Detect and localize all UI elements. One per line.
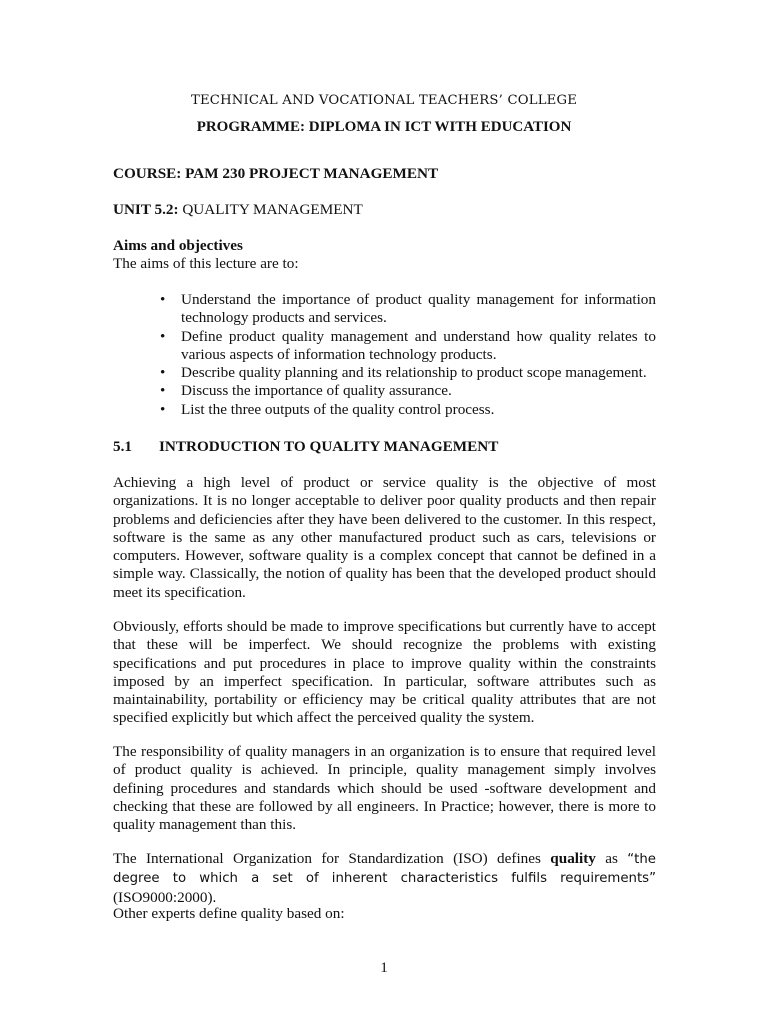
college-title: TECHNICAL AND VOCATIONAL TEACHERS’ COLLEGE — [190, 93, 578, 108]
unit-label: UNIT 5.2: — [113, 201, 179, 218]
iso-prefix: The International Organization for Standardization (ISO) defines — [113, 850, 551, 867]
aims-list-item — [160, 364, 656, 382]
aims-item-text: List the three outputs of the quality control process. — [181, 400, 495, 418]
aims-item-text: Discuss the importance of quality assurance. — [181, 382, 452, 400]
aims-item-text: Define product quality management and understand how quality relates to various aspects of information technology products. — [181, 327, 656, 363]
section-heading — [113, 438, 656, 456]
aims-list-item — [160, 382, 656, 400]
aims-item-text: Understand the importance of product quality management for information technology products and services. — [181, 291, 656, 327]
programme-title: PROGRAMME: DIPLOMA IN ICT WITH EDUCATION — [196, 119, 572, 135]
closing-line: Other experts define quality based on: — [113, 905, 345, 922]
aims-item-text: Describe quality planning and its relationship to product scope management. — [181, 364, 647, 382]
iso-between: as — [595, 850, 628, 867]
aims-list-item — [160, 328, 656, 365]
unit-title: QUALITY MANAGEMENT — [182, 201, 363, 218]
aims-list-item — [160, 401, 656, 419]
bullet-icon: • — [160, 382, 166, 400]
bullet-icon: • — [160, 400, 166, 418]
section-number: 5.1 — [113, 438, 132, 455]
course-heading: COURSE: PAM 230 PROJECT MANAGEMENT — [113, 165, 439, 182]
paragraph-2: Obviously, efforts should be made to improve specifications but currently have to accept that these will be imperfect. We should recognize the problems with existing specifications and put procedures in place to improve quality within the constraints imposed by an imperfect specification. In particular, software attributes such as maintainability, portability or efficiency may be critical quality attributes that are not specified explicitly but which affect the perceived quality the system. — [113, 618, 656, 727]
iso-term: quality — [550, 850, 596, 867]
aims-list — [160, 291, 656, 419]
iso-suffix: (ISO9000:2000). — [113, 888, 217, 906]
bullet-icon: • — [160, 364, 166, 382]
page-number: 1 — [380, 959, 388, 976]
iso-definition-paragraph — [113, 850, 656, 907]
section-title: INTRODUCTION TO QUALITY MANAGEMENT — [159, 438, 499, 455]
iso-quote: “the degree to which a set of inherent characteristics fulfils requirements” — [113, 852, 656, 887]
aims-intro: The aims of this lecture are to: — [113, 255, 299, 272]
bullet-icon: • — [160, 291, 166, 308]
unit-heading — [113, 201, 656, 219]
paragraph-3: The responsibility of quality managers in an organization is to ensure that required level of product quality is achieved. In principle, quality management simply involves defining procedures and standards which should be used -software development and checking that these are followed by all engineers. In Practice; however, there is more to quality management than this. — [113, 743, 656, 834]
aims-heading: Aims and objectives — [113, 237, 243, 254]
aims-list-item — [160, 291, 656, 328]
paragraph-1: Achieving a high level of product or service quality is the objective of most organizations. It is no longer acceptable to deliver poor quality products and then repair problems and deficiencies after they have been delivered to the customer. In this respect, software is the same as any other manufactured product such as cars, televisions or computers. However, software quality is a complex concept that cannot be defined in a simple way. Classically, the notion of quality has been that the developed product should meet its specification. — [113, 474, 656, 601]
bullet-icon: • — [160, 327, 166, 345]
